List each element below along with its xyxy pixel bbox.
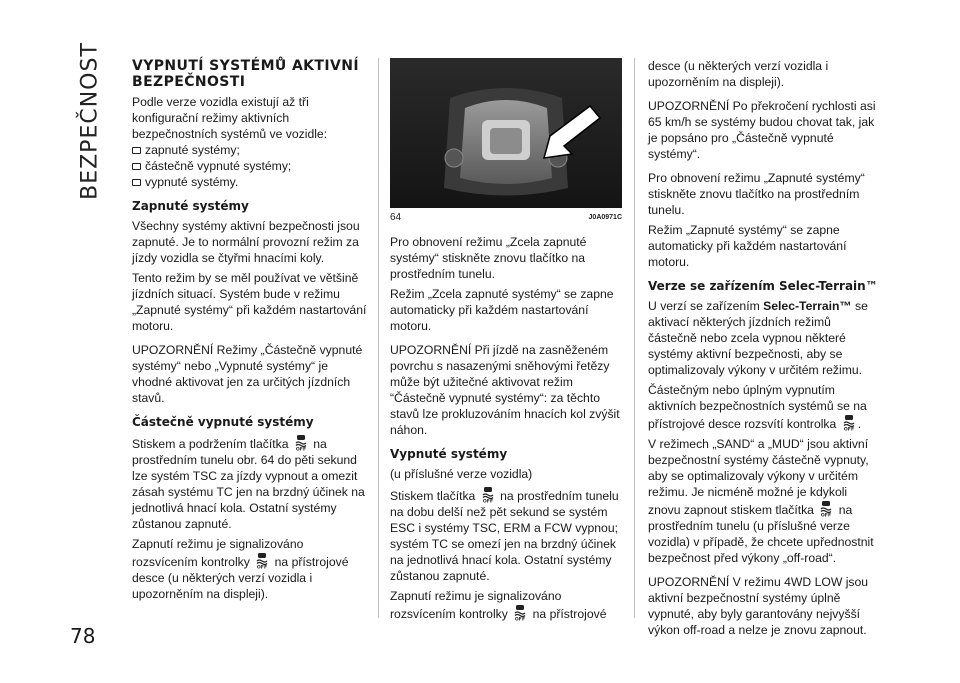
paragraph: Režim „Zcela zapnuté systémy“ se zapne automaticky při každém nastartování motoru. [390,287,614,333]
center-tunnel-image [390,58,622,208]
paragraph: Všechny systémy aktivní bezpečnosti jsou zapnuté. Je to normální provozní režim za jízdy vozidla se čtyřmi hnacími koly. [132,219,360,265]
paragraph: Stiskem a podržením tlačítka na prostředním tunelu obr. 64 do pěti sekund lze systém TSC za jízdy vypnout a omezit zásah systému TC jen na brzdný účinek na jednotlivá hnací kola. Ostatní systémy zůstanou zapnuté. [132,434,368,532]
figure-caption [390,210,622,226]
warning-paragraph: UPOZORNĚNÍ Při jízdě na zasněženém povrchu s nasazenými sněhovými řetězy může být užitečné aktivovat režim “Částečně vypnuté systémy“: za těchto stavů lze prokluzováním hnacích kol zvýšit náhon. [390,343,620,437]
section-title: BEZPEČNOST [77,42,103,200]
esc-off-icon [819,500,833,517]
mode-list [132,142,368,190]
esc-off-icon [255,552,269,569]
paragraph: Stiskem tlačítka na prostředním tunelu na dobu delší než pět sekund se systém ESC i systémy TSC, ERM a FCW vypnou; systém TC se omezí jen na brzdný účinek na jednotlivá hnací kola. Ostatní systémy zůstanou zapnuté. [390,486,622,584]
paragraph: Částečným nebo úplným vypnutím aktivních bezpečnostních systémů se na přístrojové desce rozsvítí kontrolka . [648,383,867,431]
intro-paragraph: Podle verze vozidla existují až tři konfigurační režimy aktivních bezpečnostních systémů ve vozidle: [132,95,328,141]
figure-number: 64 [390,212,402,223]
page-number: 78 [70,624,96,648]
subheading: Zapnuté systémy [132,199,249,213]
paragraph: V režimech „SAND“ a „MUD“ jsou aktivní bezpečnostní systémy částečně vypnuty, aby se optimalizovaly výkony v určitém režimu. Je nicméně možné je kdykoli znovu zapnout stiskem tlačítka na prostředním tunelu (u příslušné verze vozidla) v případě, že chcete upřednostnit bezpečnost před výkony „off-road“. [648,437,874,565]
checkbox-icon [132,147,141,154]
warning-paragraph: UPOZORNĚNÍ Po překročení rychlosti asi 65 km/h se systémy budou chovat tak, jak je popsáno pro „Částečně vypnuté systémy“. [648,99,876,161]
column-2 [390,58,622,622]
list-item: částečně vypnuté systémy; [132,158,368,174]
list-item: zapnuté systémy; [132,142,368,158]
section-heading: VYPNUTÍ SYSTÉMŮ AKTIVNÍ BEZPEČNOSTI [132,58,359,90]
list-item: vypnuté systémy. [132,174,368,190]
subheading: Verze se zařízením Selec-Terrain™ [648,279,878,293]
esc-off-icon [842,414,856,431]
checkbox-icon [132,179,141,186]
paragraph: Zapnutí režimu je signalizováno rozsvícením kontrolky na přístrojové desce (u některých verzí vozidla i upozorněním na displeji). [132,537,349,601]
paragraph: Zapnutí režimu je signalizováno rozsvícením kontrolky na přístrojové [390,589,607,621]
checkbox-icon [132,163,141,170]
paragraph: U verzí se zařízením Selec-Terrain™ se aktivací některých jízdních režimů částečně nebo zcela vypnou některé systémy aktivní bezpečnosti, aby se optimalizovaly výkony v určitém režimu. [648,299,868,377]
esc-off-icon [513,604,527,621]
warning-paragraph: UPOZORNĚNÍ Režimy „Částečně vypnuté systémy“ nebo „Vypnuté systémy“ je vhodné aktivovat jen za určitých jízdních stavů. [132,343,363,405]
section-label [66,42,114,200]
paragraph: Režim „Zapnuté systémy“ se zapne automaticky při každém nastartování motoru. [648,223,847,269]
esc-off-icon [481,486,495,503]
figure-photo [390,58,622,208]
paragraph: (u příslušné verze vozidla) [390,467,533,481]
column-3 [648,58,880,638]
esc-off-icon [294,434,308,451]
paragraph: Pro obnovení režimu „Zapnuté systémy“ stiskněte znovu tlačítko na prostředním tunelu. [648,171,865,217]
paragraph: Pro obnovení režimu „Zcela zapnuté systémy“ stiskněte znovu tlačítko na prostředním tunelu. [390,235,587,281]
column-divider [634,58,635,618]
figure-code: J0A0971C [588,214,622,221]
subheading: Vypnuté systémy [390,447,508,461]
paragraph: Tento režim by se měl používat ve většině jízdních situací. Systém bude v režimu „Zapnuté systémy“ při každém nastartování motoru. [132,271,367,333]
paragraph: desce (u některých verzí vozidla i upozorněním na displeji). [648,59,829,89]
column-1 [132,58,368,602]
subheading: Částečně vypnuté systémy [132,415,314,429]
column-divider [378,58,379,618]
warning-paragraph: UPOZORNĚNÍ V režimu 4WD LOW jsou aktivní bezpečnostní systémy úplně vypnuté, aby byly garantovány nejvyšší výkon off-road a nelze je znovu zapnout. [648,575,869,637]
